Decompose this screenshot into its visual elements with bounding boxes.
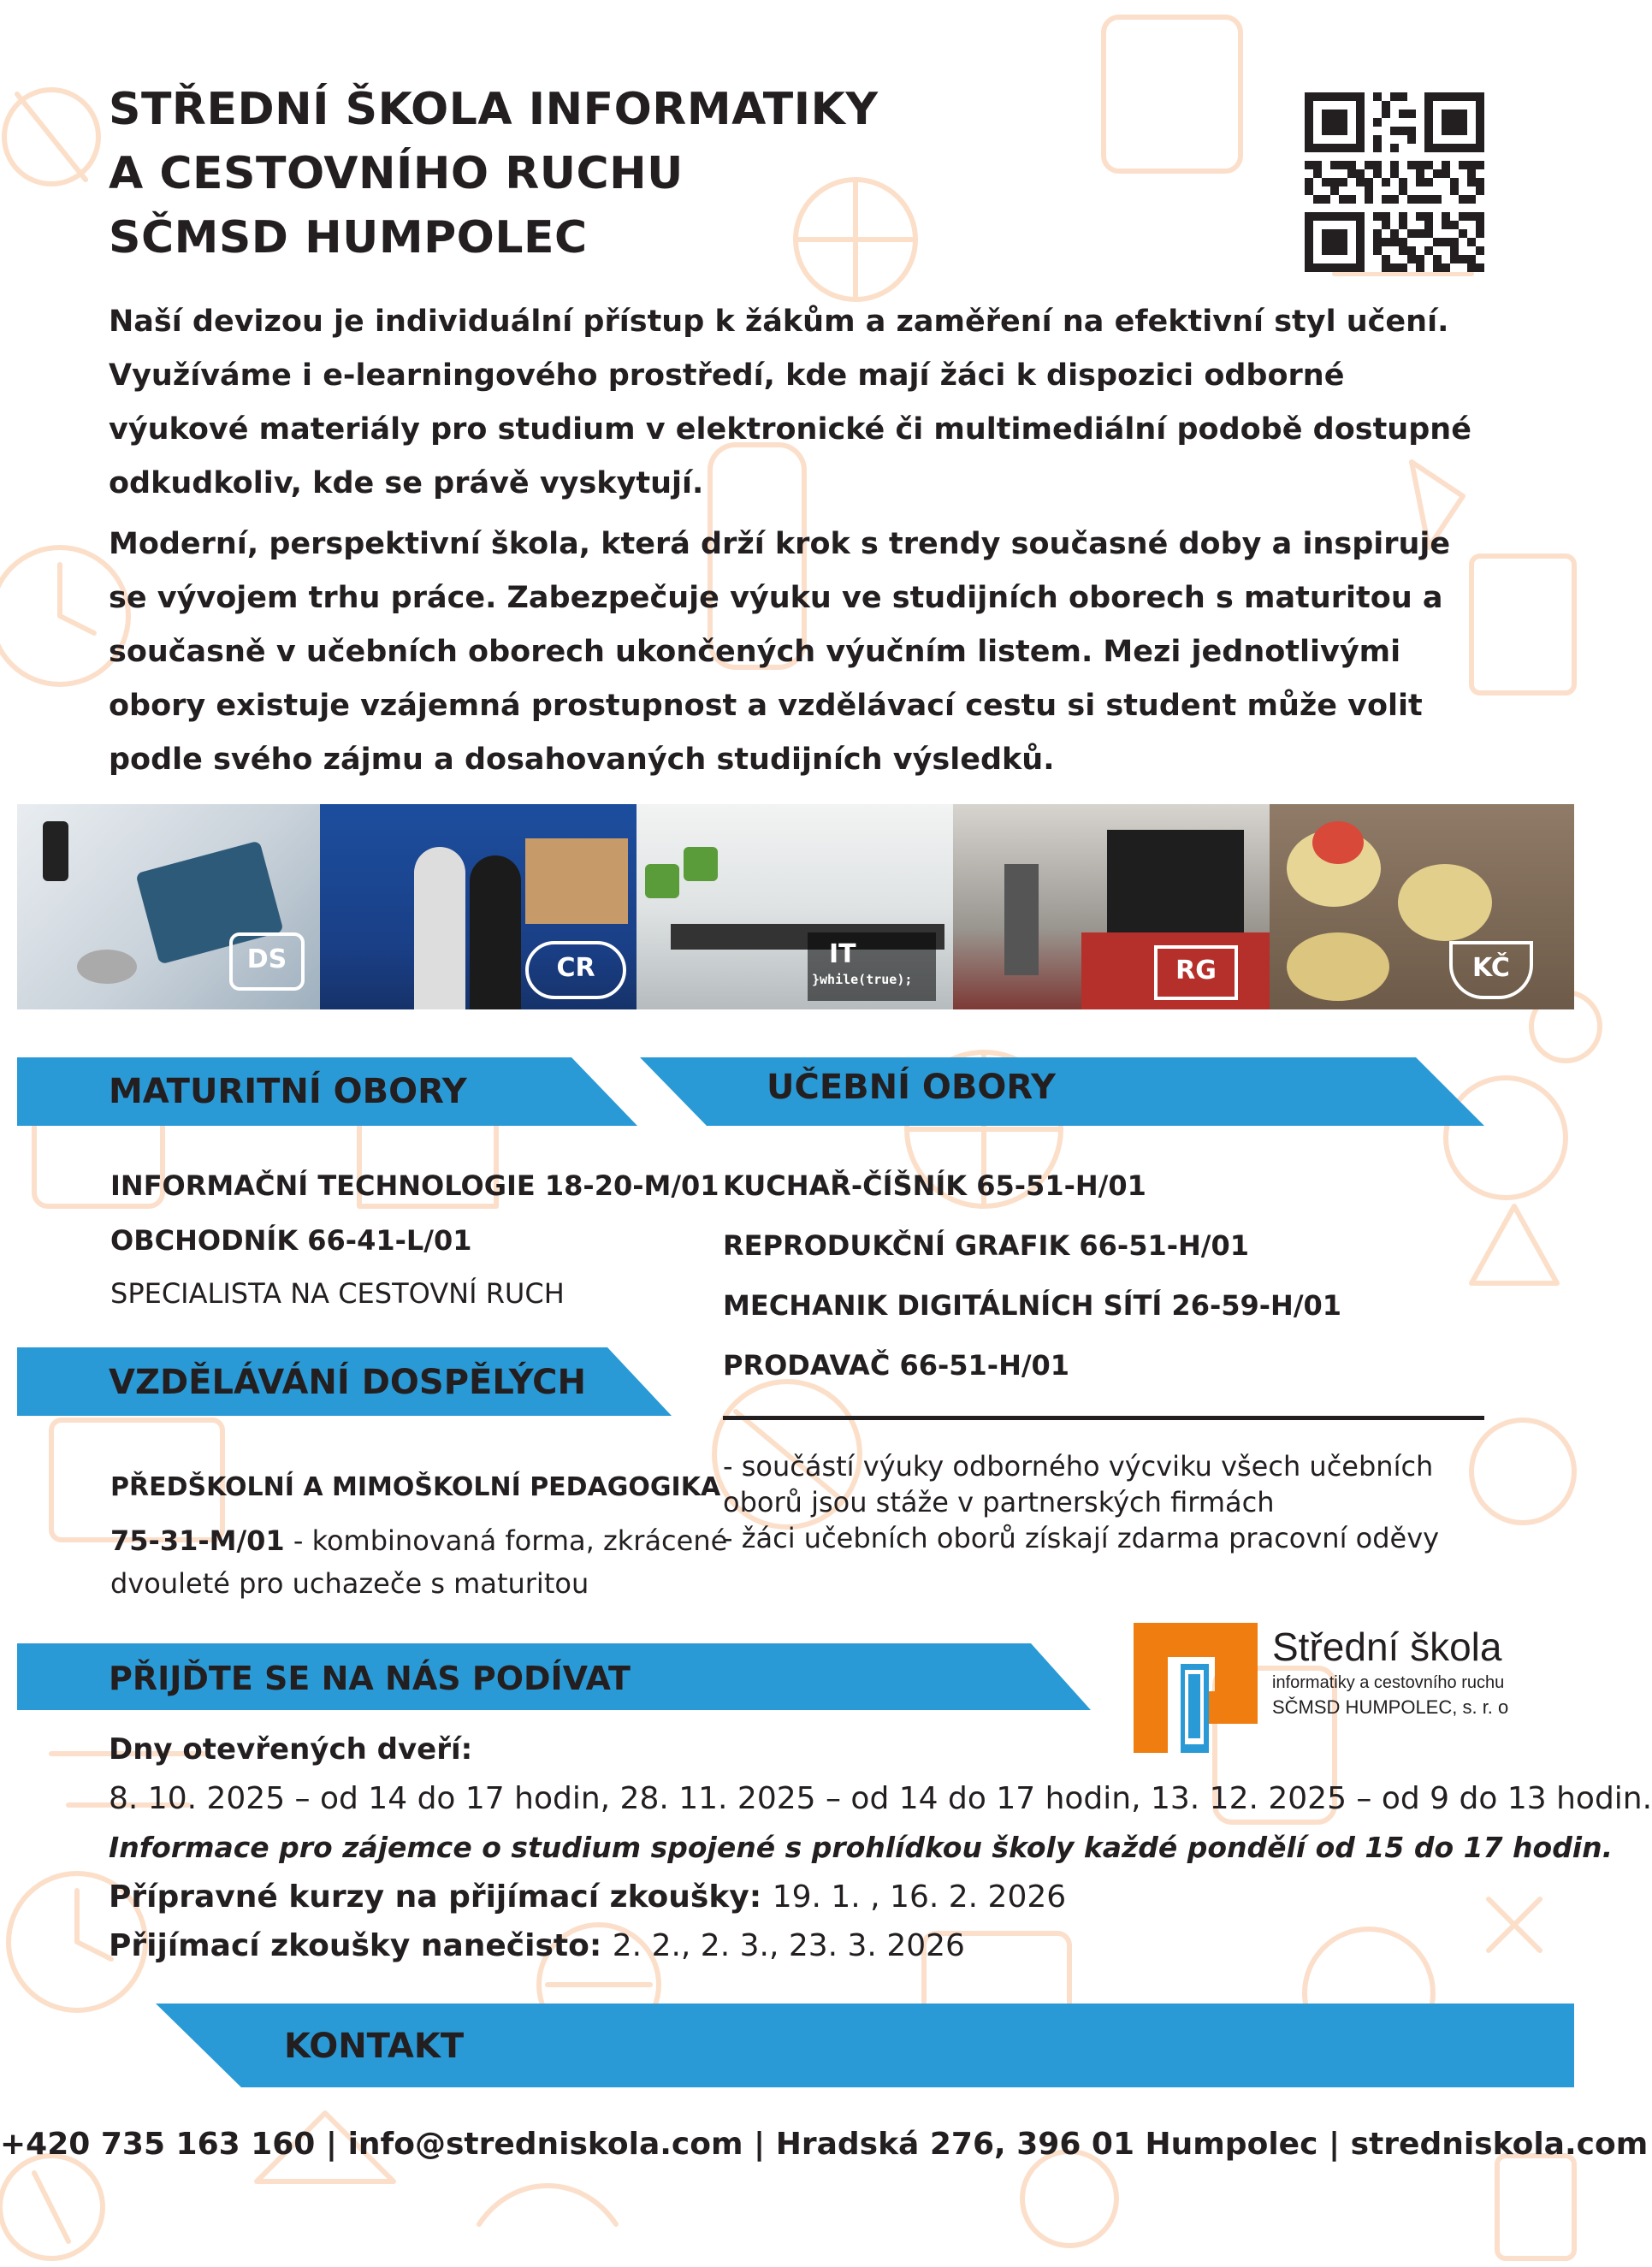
school-title-line-3 [109,212,588,263]
kontakt-heading: KONTAKT [284,2027,465,2066]
dospelych-desc-1: - kombinovaná forma, zkrácené [284,1524,728,1557]
photo-label-cr: CR [525,941,626,999]
maturitni-item-informacni: INFORMAČNÍ TECHNOLOGIE 18-20-M/01 [110,1169,719,1202]
photo-label-it: IT [829,939,856,969]
ucebni-heading: UČEBNÍ OBORY [767,1068,1057,1107]
ucebni-item-kuchar: KUCHAŘ-ČÍŠNÍK 65-51-H/01 [723,1169,1146,1202]
dospelych-code-line [110,1523,727,1559]
contact-email[interactable]: info@stredniskola.com [347,2127,743,2162]
ucebni-item-reprodukcni: REPRODUKČNÍ GRAFIK 66-51-H/01 [723,1229,1250,1262]
open-day-label [109,1732,472,1767]
open-day-label-text: Dny otevřených dveří: [109,1732,473,1767]
maturitni-heading: MATURITNÍ OBORY [109,1072,467,1111]
ucebni-note-1: - součástí výuky odborného výcviku všech učebních [723,1450,1434,1483]
maturitni-item-obchodnik: OBCHODNÍK 66-41-L/01 [110,1224,472,1257]
mock-exam-line [109,1928,965,1963]
prep-courses-dates: 19. 1. , 16. 2. 2026 [772,1879,1067,1915]
prijdte-heading: PŘIJĎTE SE NA NÁS PODÍVAT [109,1660,631,1697]
photo-cooking [1270,804,1574,1009]
photo-code-caption: }while(true); [812,972,913,987]
ucebni-item-mechanik: MECHANIK DIGITÁLNÍCH SÍTÍ 26-59-H/01 [723,1289,1342,1322]
ucebni-note-2: oborů jsou stáže v partnerských firmách [723,1486,1275,1518]
prep-courses-line [109,1879,1066,1915]
photo-computer-lab [637,804,953,1009]
info-line-text: Informace pro zájemce o studium spojené s prohlídkou školy každé pondělí od 15 do 17 hodin. [109,1831,1614,1864]
dospelych-program: PŘEDŠKOLNÍ A MIMOŠKOLNÍ PEDAGOGIKA [110,1472,721,1502]
mock-exam-dates: 2. 2., 2. 3., 23. 3. 2026 [612,1928,965,1963]
mock-exam-label: Přijímací zkoušky nanečisto: [109,1928,613,1963]
ucebni-note-3: - žáci učebních oborů získají zdarma pracovní oděvy [723,1522,1440,1554]
maturitni-item-specialista: SPECIALISTA NA CESTOVNÍ RUCH [110,1277,565,1310]
ucebni-item-prodavac: PRODAVAČ 66-51-H/01 [723,1349,1070,1382]
photo-label-kc: KČ [1449,941,1533,999]
title-line-3-prefix: SČMSD [109,212,305,263]
logo-line-2: informatiky a cestovního ruchu [1272,1673,1505,1692]
logo-title: Střední škola [1272,1625,1502,1669]
qr-code-icon[interactable] [1305,92,1484,272]
contact-sep-2: | [743,2127,776,2162]
dospelych-heading: VZDĚLÁVÁNÍ DOSPĚLÝCH [109,1363,586,1402]
school-title-line-1: STŘEDNÍ ŠKOLA INFORMATIKY [109,84,879,135]
prep-courses-label: Přípravné kurzy na přijímací zkoušky: [109,1879,773,1915]
contact-sep-3: | [1317,2127,1351,2162]
photo-label-rg: RG [1154,945,1238,1000]
logo-line-3: SČMSD HUMPOLEC, s. r. o [1272,1696,1509,1718]
title-line-3-bold: HUMPOLEC [305,212,588,263]
contact-address: Hradská 276, 396 01 Humpolec [775,2127,1318,2162]
contact-website[interactable]: stredniskola.com [1350,2127,1649,2162]
photo-electronics [17,804,320,1009]
school-title-line-2: A CESTOVNÍHO RUCHU [109,148,684,199]
photo-tourism [320,804,637,1009]
photo-label-ds: DS [229,932,305,991]
intro-paragraph-2: Moderní, perspektivní škola, která drží krok s trendy současné doby a inspiruje se vývojem trhu práce. Zabezpečuje výuku ve studijních oborech s maturitou a současně v učebních oborech ukončených výučním listem. Mezi jednotlivými obory existuje vzájemná prostupnost a vzdělávací cestu si student může volit podle svého zájmu a dosahovaných studijních výsledků. [109,527,1451,777]
contact-phone[interactable]: +420 735 163 160 [0,2127,316,2162]
photo-print-workshop [953,804,1270,1009]
dospelych-code: 75-31-M/01 [110,1524,285,1557]
open-day-dates: 8. 10. 2025 – od 14 do 17 hodin, 28. 11. 2025 – od 14 do 17 hodin, 13. 12. 2025 – od 9 do 13 hodin. [109,1781,1652,1816]
ucebni-divider [723,1416,1484,1420]
info-line [109,1831,1613,1864]
intro-paragraph-1: Naší devizou je individuální přístup k žákům a zaměření na efektivní styl učení. Využíváme i e-learningového prostředí, kde mají žáci k dispozici odborné výukové materiály pro studium v elektronické či multimediální podobě dostupné odkudkoliv, kde se právě vyskytují. [109,305,1471,500]
contact-footer [0,2127,1649,2162]
dospelych-desc-2: dvouleté pro uchazeče s maturitou [110,1567,589,1600]
contact-sep-1: | [315,2127,348,2162]
school-logo-icon [1134,1623,1258,1753]
